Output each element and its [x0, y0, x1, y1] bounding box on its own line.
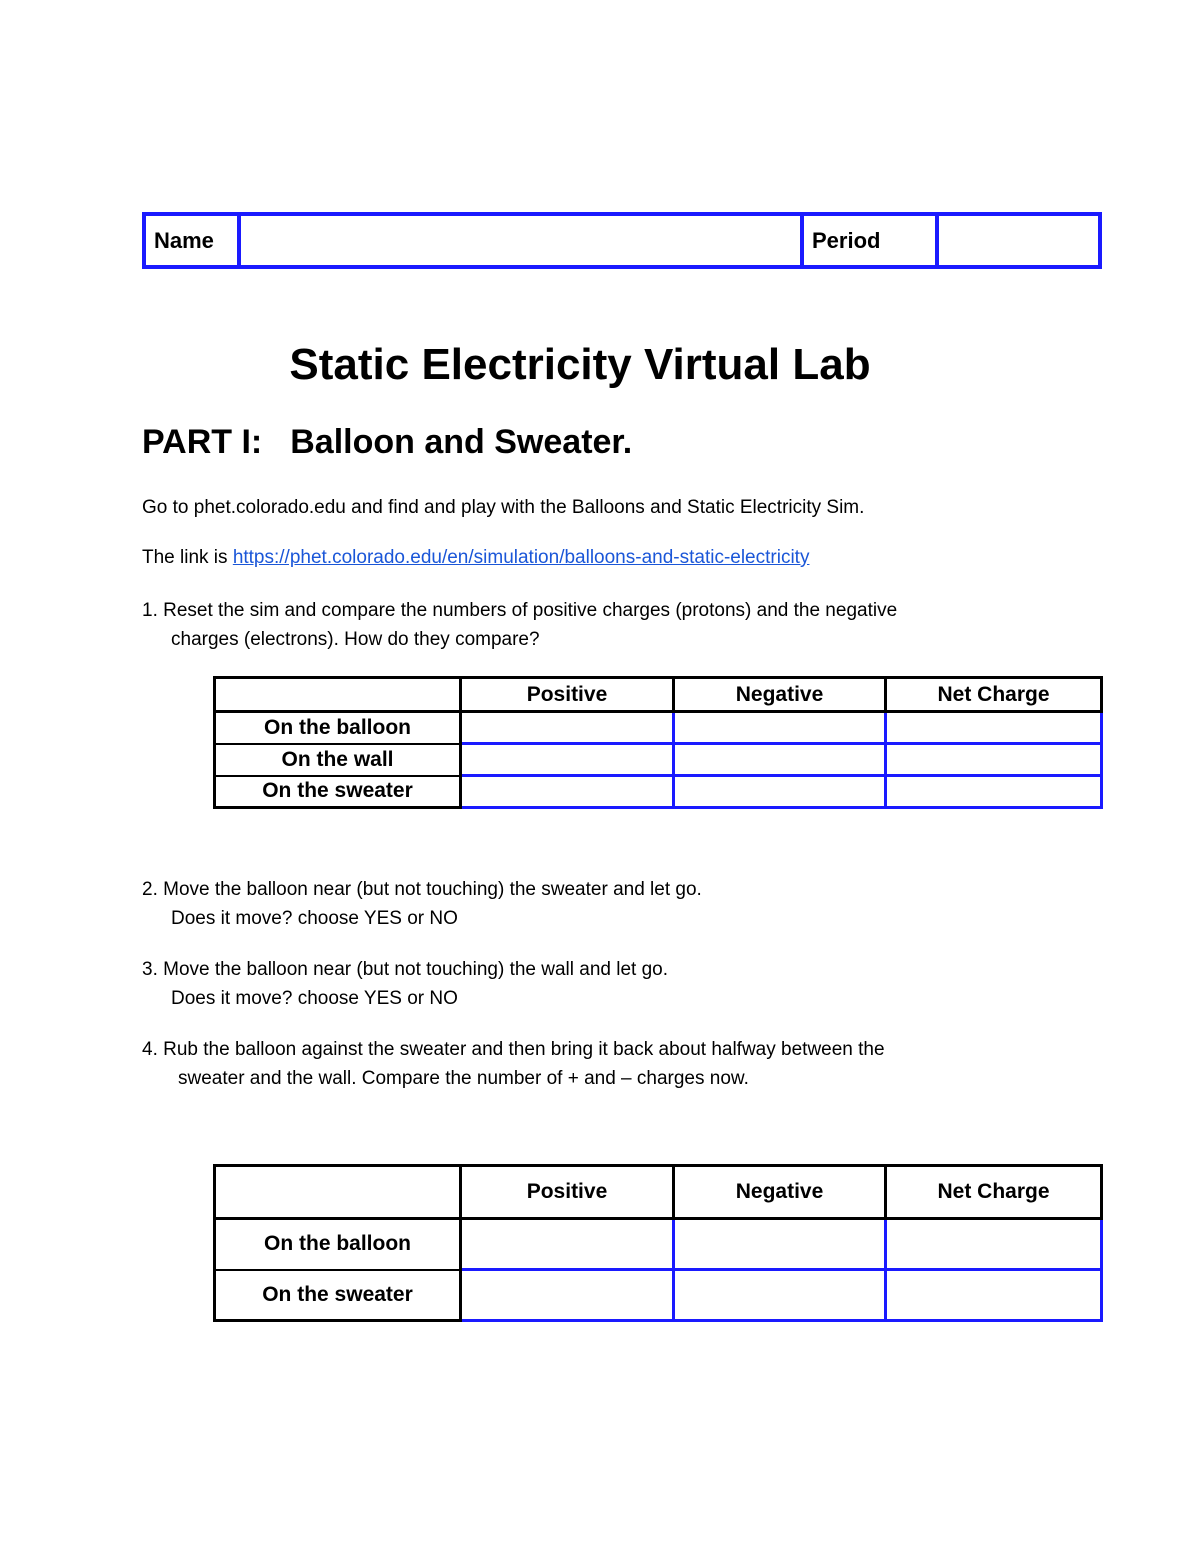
page-title: Static Electricity Virtual Lab — [289, 340, 871, 389]
name-field[interactable] — [241, 216, 804, 265]
part-heading — [142, 423, 632, 462]
table1-header-negative: Negative — [674, 678, 886, 712]
question-4 — [142, 1035, 885, 1093]
table1-header-net-charge: Net Charge — [886, 678, 1102, 712]
question-2-line2: Does it move? choose YES or NO — [171, 908, 458, 929]
row-label-balloon: On the balloon — [215, 1219, 461, 1270]
question-1-line1: 1. Reset the sim and compare the numbers of positive charges (protons) and the negative — [142, 600, 898, 621]
question-1-line2: charges (electrons). How do they compare? — [171, 629, 540, 650]
charges-table-1 — [213, 676, 1103, 809]
sweater-positive-cell[interactable] — [461, 1270, 674, 1321]
name-label: Name — [146, 216, 241, 265]
question-3-line2: Does it move? choose YES or NO — [171, 988, 458, 1009]
phet-link[interactable]: https://phet.colorado.edu/en/simulation/balloons-and-static-electricity — [232, 547, 810, 568]
name-period-table — [142, 212, 1102, 269]
sweater-net-charge-cell[interactable] — [886, 1270, 1102, 1321]
table1-header-positive: Positive — [461, 678, 674, 712]
question-4-line1: 4. Rub the balloon against the sweater and then bring it back about halfway between the — [142, 1039, 885, 1060]
question-2 — [142, 875, 702, 933]
table-row — [215, 712, 1102, 744]
table-row — [215, 744, 1102, 776]
wall-negative-cell[interactable] — [674, 744, 886, 776]
table2-header-negative: Negative — [674, 1166, 886, 1219]
link-prefix: The link is — [142, 547, 233, 568]
balloon-negative-cell[interactable] — [674, 1219, 886, 1270]
link-line — [142, 543, 809, 572]
question-1 — [142, 596, 897, 654]
period-label: Period — [804, 216, 939, 265]
table2-header-net-charge: Net Charge — [886, 1166, 1102, 1219]
table2-header-blank — [215, 1166, 461, 1219]
balloon-net-charge-cell[interactable] — [886, 1219, 1102, 1270]
table-row — [215, 1270, 1102, 1321]
wall-net-charge-cell[interactable] — [886, 744, 1102, 776]
table-row — [215, 1219, 1102, 1270]
part-label: PART I: — [142, 423, 263, 461]
charges-table-2 — [213, 1164, 1103, 1322]
row-label-sweater: On the sweater — [215, 1270, 461, 1321]
sweater-negative-cell[interactable] — [674, 776, 886, 808]
balloon-positive-cell[interactable] — [461, 1219, 674, 1270]
sweater-negative-cell[interactable] — [674, 1270, 886, 1321]
balloon-net-charge-cell[interactable] — [886, 712, 1102, 744]
balloon-negative-cell[interactable] — [674, 712, 886, 744]
row-label-balloon: On the balloon — [215, 712, 461, 744]
question-4-line2: sweater and the wall. Compare the number of + and – charges now. — [178, 1068, 749, 1089]
intro-text: Go to phet.colorado.edu and find and play with the Balloons and Static Electricity Sim. — [142, 497, 865, 518]
balloon-positive-cell[interactable] — [461, 712, 674, 744]
row-label-wall: On the wall — [215, 744, 461, 776]
sweater-positive-cell[interactable] — [461, 776, 674, 808]
question-2-line1: 2. Move the balloon near (but not touching) the sweater and let go. — [142, 879, 702, 900]
question-3 — [142, 955, 668, 1013]
sweater-net-charge-cell[interactable] — [886, 776, 1102, 808]
wall-positive-cell[interactable] — [461, 744, 674, 776]
period-field[interactable] — [939, 216, 1098, 265]
question-3-line1: 3. Move the balloon near (but not touching) the wall and let go. — [142, 959, 669, 980]
table2-header-positive: Positive — [461, 1166, 674, 1219]
part-subtitle: Balloon and Sweater. — [290, 423, 633, 461]
row-label-sweater: On the sweater — [215, 776, 461, 808]
table1-header-blank — [215, 678, 461, 712]
table-row — [215, 776, 1102, 808]
